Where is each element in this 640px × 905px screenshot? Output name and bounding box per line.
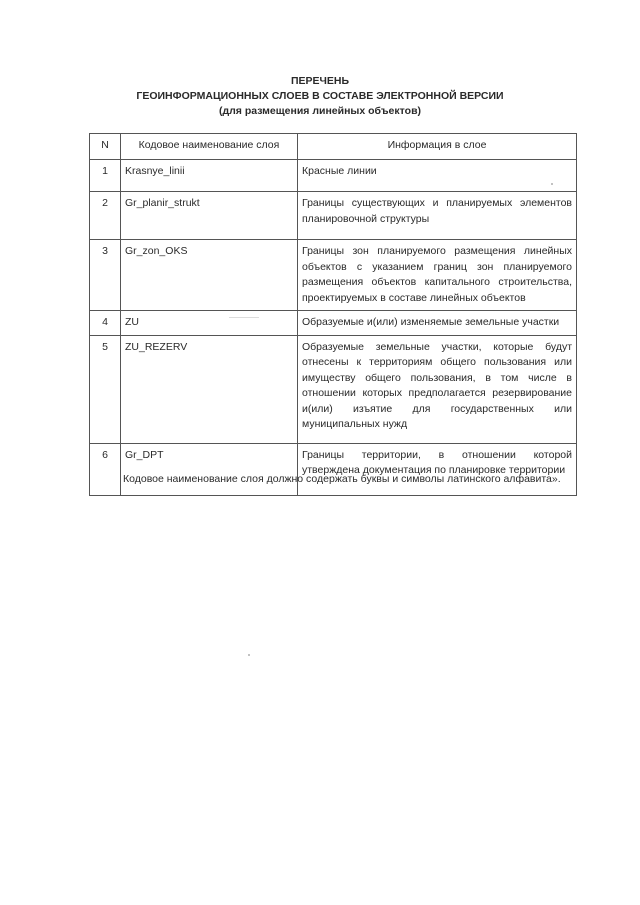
- row-info: Границы зон планируемого размещения линейных объектов с указанием границ зон планируемого размещения объектов капитального строительства, проектируемых в составе линейных объектов: [298, 240, 577, 311]
- row-code: Gr_zon_OKS: [121, 240, 298, 311]
- table-row: [90, 192, 577, 240]
- table-row: [90, 311, 577, 336]
- row-info: Границы существующих и планируемых элементов планировочной структуры: [298, 192, 577, 240]
- footnote-text: Кодовое наименование слоя должно содержать буквы и символы латинского алфавита».: [123, 473, 561, 485]
- scan-artifact: [248, 654, 250, 656]
- scan-artifact: [229, 317, 259, 318]
- table-row: [90, 240, 577, 311]
- scan-artifact: [551, 183, 553, 185]
- document-heading: [0, 74, 640, 119]
- row-code: Krasnye_linii: [121, 160, 298, 192]
- row-num: 2: [90, 192, 121, 240]
- row-code: ZU: [121, 311, 298, 336]
- row-num: 5: [90, 335, 121, 443]
- heading-note: (для размещения линейных объектов): [218, 105, 422, 117]
- header-num: N: [90, 134, 121, 160]
- row-code: Gr_planir_strukt: [121, 192, 298, 240]
- header-info: Информация в слое: [298, 134, 577, 160]
- row-num: 1: [90, 160, 121, 192]
- row-info: Границы территории, в отношении которой утверждена документация по планировке территории: [298, 443, 577, 495]
- table-row: [90, 160, 577, 192]
- header-code: Кодовое наименование слоя: [121, 134, 298, 160]
- table-header-row: [90, 134, 577, 160]
- heading-title: ПЕРЕЧЕНЬ: [290, 75, 350, 87]
- row-info: Образуемые земельные участки, которые будут отнесены к территориям общего пользования или имуществу общего пользования, в том числе в отношении которых предполагается резервирование и(или) изъятие для государственных или муниципальных нужд: [298, 335, 577, 443]
- heading-subtitle: ГЕОИНФОРМАЦИОННЫХ СЛОЕВ В СОСТАВЕ ЭЛЕКТРОННОЙ ВЕРСИИ: [136, 90, 504, 102]
- table-row: [90, 443, 577, 495]
- row-num: 3: [90, 240, 121, 311]
- row-info: Образуемые и(или) изменяемые земельные участки: [298, 311, 577, 336]
- layers-table: [89, 133, 577, 496]
- row-code: ZU_REZERV: [121, 335, 298, 443]
- table-row: [90, 335, 577, 443]
- row-info: Красные линии: [298, 160, 577, 192]
- row-num: 6: [90, 443, 121, 495]
- row-num: 4: [90, 311, 121, 336]
- row-code: Gr_DPT: [121, 443, 298, 495]
